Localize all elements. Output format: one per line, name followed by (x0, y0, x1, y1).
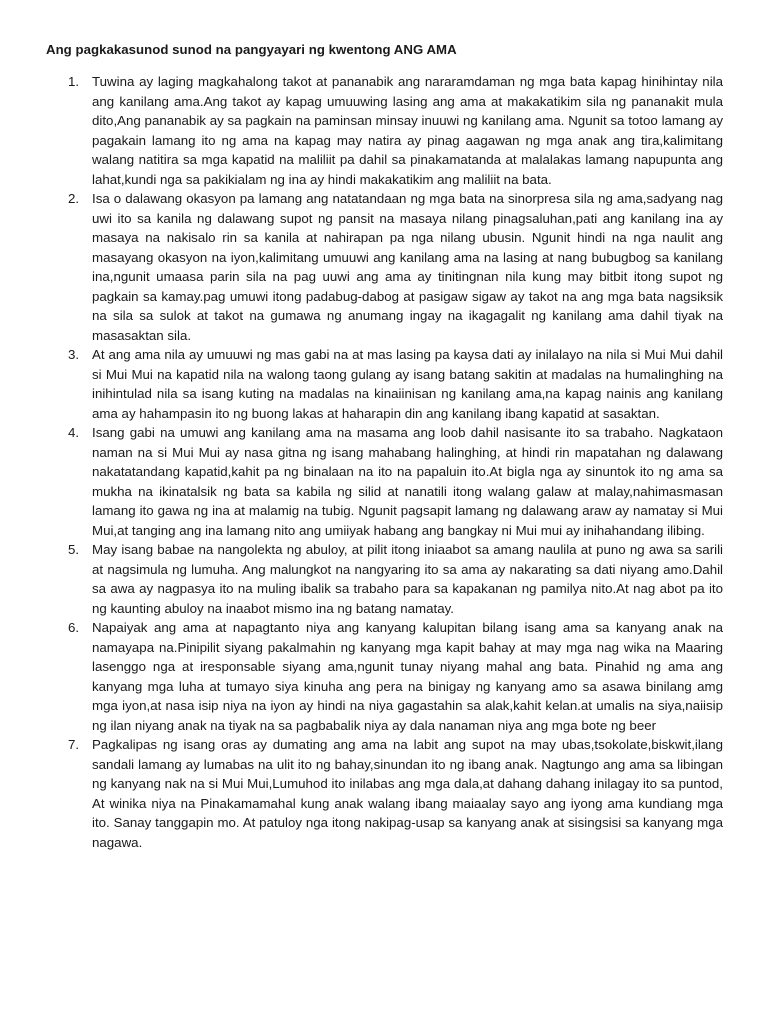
document-title: Ang pagkakasunod sunod na pangyayari ng kwentong ANG AMA (46, 42, 457, 57)
item-text: May isang babae na nangolekta ng abuloy, at pilit itong iniaabot sa amang naulila at puno ng awa sa sarili at nagsimula ng lumuha. Ang malungkot na nangyaring ito sa ama ay nakarating sa dati niyang amo.Dahil sa awa ay nagpasya ito na muling ibalik sa trabaho para sa kapakanan ng pamilya nito.At nag abot pa ito ng kaunting abuloy na inaabot mismo ina ng batang namatay. (92, 542, 723, 616)
item-number: 3. (68, 347, 80, 362)
event-list (46, 72, 723, 852)
item-text: Pagkalipas ng isang oras ay dumating ang ama na labit ang supot na may ubas,tsokolate,biskwit,ilang sandali lamang ay lumabas na ulit ito ng bahay,sinundan ito ng ibang anak. Nagtungo ang ama sa libingan ng kanyang nak na si Mui Mui,Lumuhod ito inilabas ang mga dala,at dahang dahang inilagay ito sa puntod, At winika niya na Pinakamamahal kung anak walang ibang maiaalay sayo ang iyong ama kundiang mga ito. Sanay tanggapin mo. At patuloy nga itong nakipag-usap sa kanyang anak at sisingsisi sa kanyang mga nagawa. (92, 737, 723, 850)
item-number: 4. (68, 425, 80, 440)
list-item (46, 423, 723, 540)
list-item (46, 189, 723, 345)
list-item (46, 345, 723, 423)
item-text: Isa o dalawang okasyon pa lamang ang natatandaan ng mga bata na sinorpresa sila ng ama,sadyang nag uwi ito sa kanila ng dalawang supot ng pansit na masaya nilang pinagsaluhan,pati ang kanilang ina ay masaya na nakisalo rin sa kanila at nahirapan pa nga nilang ubusin. Ngunit hindi na nga naulit ang masayang okasyon na iyon,kalimitang umuuwi ang kanilang ama na lasing at nang bubugbog sa kanilang ina,ngunit umaasa parin sila na pag uuwi ang ama ay tinitingnan nila kung may bitbit itong supot ng pagkain sa kamay.pag umuwi itong padabug-dabog at pasigaw sigaw ay takot na ang mga bata nagsiksik na sila sa sulok at takot na gumawa ng anumang ingay na ikagagalit ng kanilang ama dahil tiyak na masasaktan sila. (92, 191, 723, 343)
item-text: Napaiyak ang ama at napagtanto niya ang kanyang kalupitan bilang isang ama sa kanyang anak na namayapa na.Pinipilit siyang pakalmahin ng kanyang mga kapit bahay at may mga nag wika na Maaring lasenggo nga at iresponsable siyang ama,ngunit tunay niyang mahal ang bata. Pinahid ng ama ang kanyang mga luha at tumayo siya kinuha ang pera na binigay ng kanyang amo sa asawa binilang amg mga iyon,at nasa isip niya na iyon ay hindi na niya gagastahin sa alak,kahit kelan.at umalis na siya,naiisip ng ilan niyang anak na tiyak na sa pagbabalik niya ay dala nanaman niya ang mga bote ng beer (92, 620, 723, 733)
list-item (46, 735, 723, 852)
list-item (46, 618, 723, 735)
item-number: 5. (68, 542, 80, 557)
item-text: Tuwina ay laging magkahalong takot at pananabik ang nararamdaman ng mga bata kapag hinihintay nila ang kanilang ama.Ang takot ay kapag umuuwing lasing ang ama at makakatikim sila ng pananakit mula dito,Ang pananabik ay sa pagkain na paminsan minsay inuuwi ng kanilang ama. Ngunit sa totoo lamang ay pagakain lamang ito ng ama na kapag may natira ay pinag aagawan ng mga anak ang tira,kalimitang walang natitira sa mga kapatid na maliliit pa dahil sa pinakamatanda at malalakas lamang napupunta ang lahat,kundi nga sa pakikialam ng ina ay hindi makakatikim ang maliliit na bata. (92, 74, 723, 187)
item-number: 2. (68, 191, 80, 206)
list-item (46, 72, 723, 189)
item-number: 6. (68, 620, 80, 635)
item-number: 7. (68, 737, 80, 752)
list-item (46, 540, 723, 618)
item-text: At ang ama nila ay umuuwi ng mas gabi na at mas lasing pa kaysa dati ay inilalayo na nila si Mui Mui dahil si Mui Mui na kapatid nila na walong taong gulang ay isang batang sakitin at madalas na humalinghing na inihintulad nila sa isang kuting na madalas na kinaiinisan ng kanilang ama,na kapag nainis ang kanilang ama ay hahampasin ito ng buong lakas at haharapin din ang kanilang ibang kapatid at sasaktan. (92, 347, 723, 421)
item-number: 1. (68, 74, 80, 89)
item-text: Isang gabi na umuwi ang kanilang ama na masama ang loob dahil nasisante ito sa trabaho. Nagkataon naman na si Mui Mui ay nasa gitna ng isang mahabang halinghing, at hindi rin mapatahan ng dalawang nakatatandang kapatid,kahit pa ng binalaan na ito na papaluin ito.At bigla nga ay sinuntok ito ng ama sa mukha na ikinatalsik ng bata sa kabila ng silid at nanatili itong walang galaw at malay,nahimasmasan lamang ito gawa ng ina at malamig na tubig. Ngunit pagsapit lamang ng dalawang araw ay namatay si Mui Mui,at tanging ang ina lamang nito ang umiiyak habang ang bangkay ni Mui mui ay inihahandang ilibing. (92, 425, 723, 538)
